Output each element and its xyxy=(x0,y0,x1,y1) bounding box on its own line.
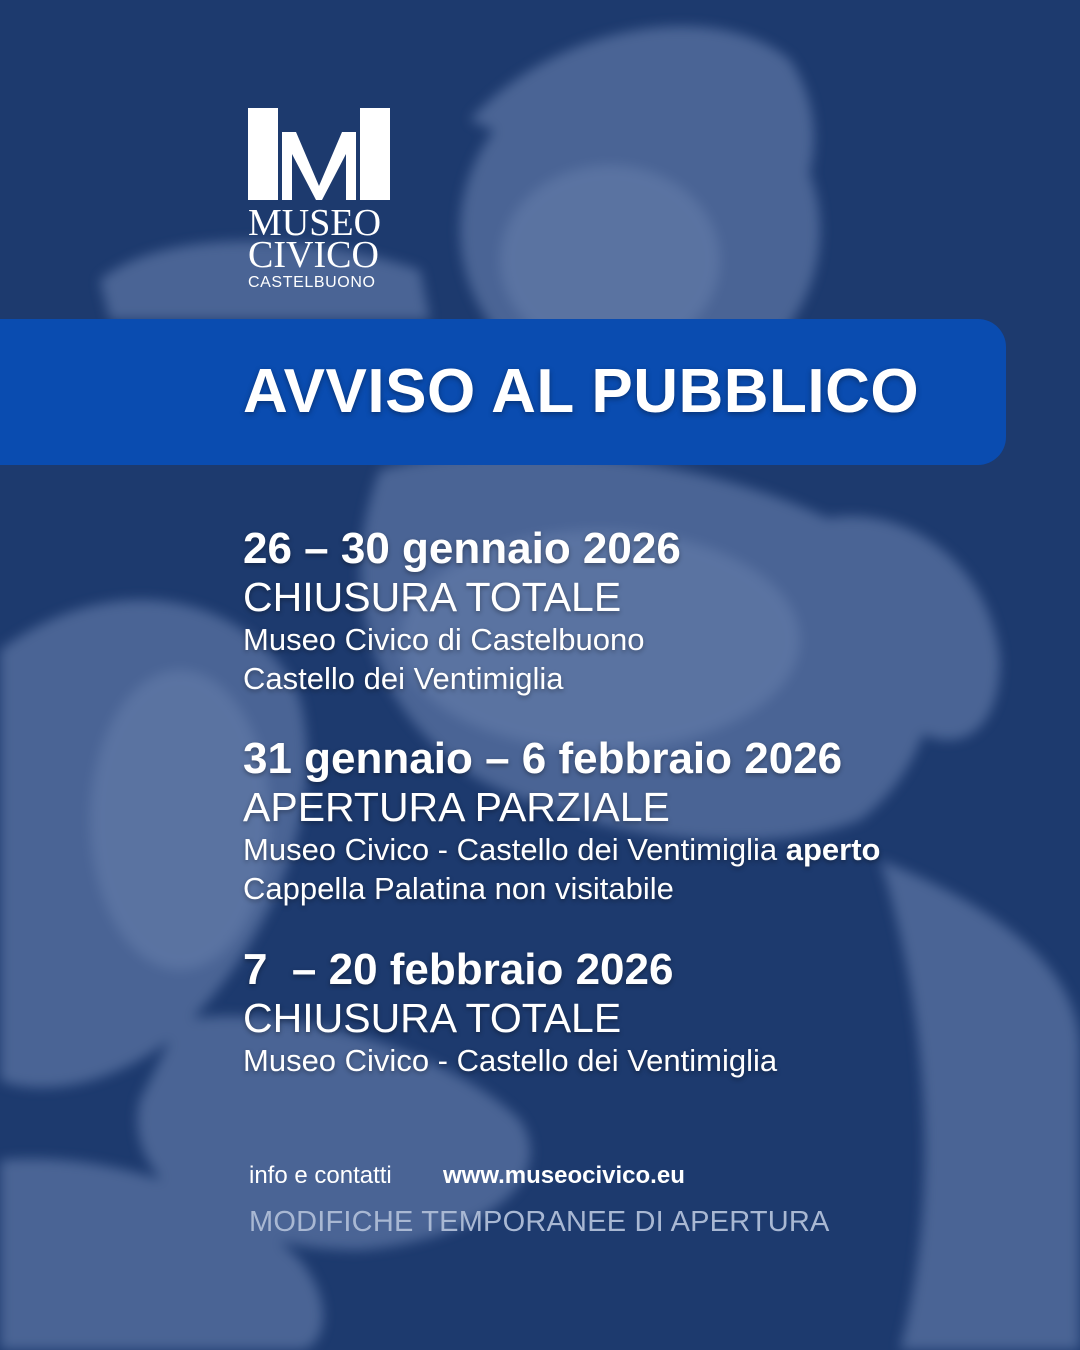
info-contacts-label: info e contatti xyxy=(249,1162,392,1189)
notice-date: 31 gennaio – 6 febbraio 2026 xyxy=(243,734,843,783)
notice-detail xyxy=(243,830,880,869)
notice-status: CHIUSURA TOTALE xyxy=(243,574,622,620)
logo-text-museo: MUSEO xyxy=(248,202,382,244)
museum-monogram-m-icon xyxy=(248,106,394,202)
notice-status: APERTURA PARZIALE xyxy=(243,784,670,830)
notice-detail-emphasis: aperto xyxy=(785,832,881,867)
notice-date: 7 – 20 febbraio 2026 xyxy=(243,945,674,994)
notice-detail: Castello dei Ventimiglia xyxy=(243,661,564,696)
notice-detail: Museo Civico di Castelbuono xyxy=(243,622,645,657)
footer-note: MODIFICHE TEMPORANEE DI APERTURA xyxy=(249,1206,830,1238)
logo-text-castelbuono: CASTELBUONO xyxy=(248,274,376,291)
notice-3 xyxy=(243,945,777,1080)
notice-date: 26 – 30 gennaio 2026 xyxy=(243,524,681,573)
notice-1 xyxy=(243,524,681,698)
notice-detail: Cappella Palatina non visitabile xyxy=(243,871,674,906)
banner-title: AVVISO AL PUBBLICO xyxy=(243,357,920,426)
notice-status: CHIUSURA TOTALE xyxy=(243,995,622,1041)
logo-text-civico: CIVICO xyxy=(248,234,379,276)
notice-2 xyxy=(243,734,880,908)
notice-detail: Museo Civico - Castello dei Ventimiglia xyxy=(243,1043,778,1078)
notice-detail-text: Museo Civico - Castello dei Ventimiglia xyxy=(243,832,786,867)
website-link[interactable]: www.museocivico.eu xyxy=(443,1162,685,1189)
